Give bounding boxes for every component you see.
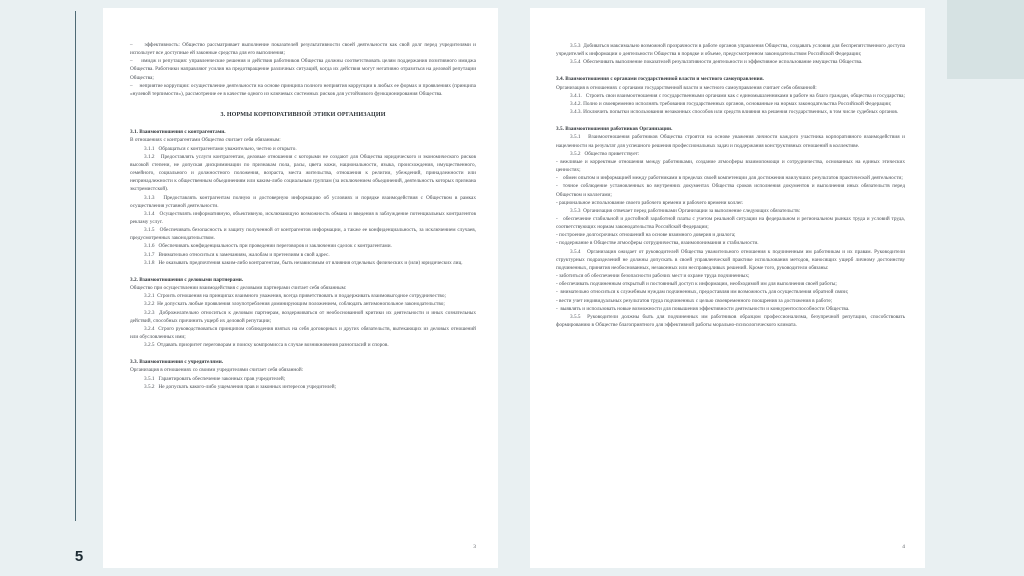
page-left-folio: 3 [473, 544, 476, 550]
paragraph: - обеспечение стабильной и достойной заработной платы с учетом реальной ситуации на федеральном и региональном рынках труда и условий труда, соответствующих нормам законодательства Российской Федерации; [556, 215, 905, 231]
paragraph: – эффективность: Общество рассматривает выполнение показателей результативности своей деятельности как свой долг перед учредителями и использует все доступные ей законные средства для его выполнения; [130, 42, 476, 57]
paragraph: Общество при осуществлении взаимодействия с деловыми партнерами считает себя обязанным: [130, 285, 347, 292]
paragraph: 3.5.3 Добиваться максимально возможной прозрачности в работе органов управления Общества, создавать условия для беспрепятственного доступа учредителей к информации о деятельности Общества в порядке и объеме, предусмотренном законодательством Российской Федерации; [556, 43, 905, 58]
paragraph: Организация в отношениях со своими учредителями считает себя обязанной: [130, 367, 304, 374]
paragraph: 3.1.6 Обеспечивать конфиденциальность при проведении переговоров и заключении сделок с контрагентами. [144, 243, 392, 250]
document-page-right [530, 8, 925, 568]
paragraph: 3.2.3 Доброжелательно относиться к деловым партнерам, воздерживаться от необоснованной критики их деятельности и иных сознательных действий, способных причинить ущерб их деловой репутации; [130, 309, 476, 324]
paragraph: 3.5.2 Не допускать какого-либо ущемления прав и законных интересов учредителей; [144, 383, 336, 390]
paragraph: 3.5.3 Организация отвечает перед работниками Организации за выполнение следующих обязательств: [570, 207, 801, 214]
paragraph: - вести учет индивидуальных результатов труда подчиненных с целью своевременного поощрения за достижения в работе; [556, 297, 833, 304]
paragraph-spacer [130, 98, 476, 111]
paragraph: - точное соблюдение установленных во внутренних документах Общества сроков исполнения документов и выполнения иных обязательств перед Обществом и коллегами; [556, 183, 905, 198]
paragraph: - внимательно относиться к служебным нуждам подчиненных, предоставляя им возможность для осуществления обратной связи; [556, 289, 849, 296]
paragraph-spacer [130, 349, 476, 358]
page-right-content [556, 42, 905, 542]
paragraph: В отношениях с контрагентами Общество считает себя обязанным: [130, 137, 281, 144]
paragraph: 3.1.7 Внимательно относиться к замечаниям, жалобам и претензиям в свой адрес. [144, 251, 330, 258]
paragraph: 3.2.1 Строить отношения на принципах взаимного уважения, всегда приветствовать и поддерживать взаимовыгодное сотрудничество; [144, 293, 446, 300]
paragraph: - обеспечивать подчиненным открытый и постоянный доступ к информации, необходимой им для выполнения своей работы; [556, 281, 837, 288]
paragraph: Организация в отношениях с органами государственной власти и местного самоуправления считает себя обязанной: [556, 84, 817, 91]
paragraph: 3.5.5 Руководители должны быть для подчиненных им работников образцом профессионализма, безупречной репутации, способствовать формированию в Обществе благоприятного для эффективной работы морально-психологического климата. [556, 313, 905, 328]
paragraph: - вежливые и корректные отношения между работниками, создание атмосферы взаимопомощи и сотрудничества, основанных на единых этических ценностях; [556, 158, 905, 174]
paragraph: 3.5.1 Взаимоотношения работников Общества строятся на основе уважения личности каждого участника корпоративного взаимодействия и нацеленности на результат для успешного решения профессиональных задач и поддержания конструктивных отношений в коллективе. [556, 134, 905, 149]
paragraph-spacer [130, 267, 476, 276]
section-heading: 3.3. Взаимоотношения с учредителями. [130, 359, 224, 366]
section-heading: 3.2. Взаимоотношения с деловыми партнерами. [130, 276, 244, 283]
decorative-corner-rectangle [947, 0, 1024, 79]
paragraph: - поддержание в Обществе атмосферы сотрудничества, взаимопонимания и стабильности. [556, 240, 759, 247]
vertical-accent-line [75, 11, 76, 521]
paragraph: – имидж и репутация: управленческие решения и действия работников Общества должны соответствовать целям поддержания позитивного имиджа Общества. Работники направляют усилия на предотвращение различных ситуаций, когда их действия могут негативно отразиться на деловой репутации Общества; [130, 58, 476, 81]
paragraph: 3.5.4 Обеспечивать выполнение показателей результативности деятельности и эффективное использование имущества Общества. [570, 59, 863, 66]
section-heading: 3.4. Взаимоотношения с органами государственной власти и местного самоуправления. [556, 76, 764, 83]
paragraph: 3.1.2 Предоставлять услуги контрагентам, деловые отношения с которыми не создают для Общества юридического и экономического рисков высокой степени, не допуская дискриминации по признакам пола, расы, цвета кожи, национальности, языка, происхождения, имущественного, семейного, социального и должностного положения, возраста, места жительства, отношения к религии, убеждений, принадлежности или непринадлежности к общественным объединениям или каким-либо социальным группам (за исключением объединений, деятельность которых признана экстремистской). [130, 153, 476, 193]
paragraph: 3.1.4 Осуществлять информативную, объективную, исключающую возможность обмана и введения в заблуждение потенциальных контрагентов рекламу услуг. [130, 210, 476, 225]
paragraph: - построение долгосрочных отношений на основе взаимного доверия и диалога; [556, 232, 736, 239]
page-right-folio: 4 [902, 544, 905, 550]
paragraph: 3.4.3. Исключить попытки использования незаконных способов или средств влияния на решения государственных, в том числе судебных органов. [570, 109, 899, 116]
paragraph: 3.2.4 Строго руководствоваться принципом соблюдения взятых на себя договорных и других обязательств, вытекающих из деловых отношений или обусловленных ими; [130, 325, 476, 340]
paragraph: 3.1.5 Обеспечивать безопасность и защиту полученной от контрагентов информации, а также ее конфиденциальность, за исключением случаев, предусмотренных законодательством. [130, 227, 476, 242]
paragraph: 3.1.8 Не оказывать предпочтения каким-либо контрагентам, быть независимым от влияния отдельных физических и (или) юридических лиц. [144, 259, 463, 266]
document-page-left [103, 8, 498, 568]
paragraph: - выявлять и использовать новые возможности для повышения эффективности деятельности и конкурентоспособности Общества. [556, 305, 850, 312]
section-heading: 3.5. Взаимоотношения работников Организации. [556, 126, 673, 133]
paragraph: 3.5.4 Организация ожидает от руководителей Общества уважительного отношения к подчиненным им работникам и их правам. Руководители структурных подразделений не должны допускать в своей управленческой практике использования методов, наносящих ущерб личному достоинству подчиненных, принятия необоснованных, незаконных или несправедливых решений. Кроме того, руководители обязаны: [556, 248, 905, 271]
paragraph: - обмен опытом и информацией между работниками в пределах своей компетенции для достижения наилучших результатов практической деятельности; [556, 175, 903, 182]
paragraph: 3.2.2 Не допускать любые проявления злоупотребления доминирующим положением, соблюдать антимонопольное законодательство; [144, 301, 445, 308]
page-left-content [130, 41, 476, 542]
paragraph: 3.4.1. Строить свои взаимоотношения с государственными органами как с единомышленниками в работе на благо граждан, общества и государства; [570, 92, 905, 99]
paragraph: 3.5.1 Гарантировать обеспечение законных прав учредителей; [144, 375, 286, 382]
paragraph-spacer [556, 66, 905, 75]
paragraph: – неприятие коррупции: осуществление деятельности на основе принципа полного неприятия коррупции в любых ее формах и проявлениях (принципа «нулевой терпимости»), рассмотрение ее в качестве одного из ключевых системных рисков для устойчивого функционирования Общества. [130, 82, 476, 97]
paragraph-spacer [556, 116, 905, 125]
paragraph: 3.1.3 Предоставлять контрагентам полную и достоверную информацию об условиях и порядке взаимодействия с Обществом в рамках осуществления уставной деятельности. [130, 194, 476, 209]
paragraph: 3.4.2. Полно и своевременно исполнять требования государственных органов, основанные на нормах законодательства Российской Федерации; [570, 100, 892, 107]
slide-number: 5 [74, 548, 84, 565]
document-section-title: 3. НОРМЫ КОРПОРАТИВНОЙ ЭТИКИ ОРГАНИЗАЦИИ [220, 112, 386, 119]
section-heading: 3.1. Взаимоотношения с контрагентами. [130, 129, 226, 136]
paragraph: 3.2.5 Отдавать приоритет переговорам и поиску компромисса в случае возникновения разногласий и споров. [144, 342, 389, 349]
paragraph: 3.5.2 Общество приветствует: [570, 150, 640, 157]
paragraph: 3.1.1 Обращаться с контрагентами уважительно, честно и открыто. [144, 145, 297, 152]
paragraph: - заботиться об обеспечении безопасности рабочих мест и охране труда подчиненных; [556, 273, 750, 280]
paragraph: - рациональное использование своего рабочего времени и рабочего времени коллег. [556, 199, 744, 206]
paragraph-spacer [130, 119, 476, 128]
